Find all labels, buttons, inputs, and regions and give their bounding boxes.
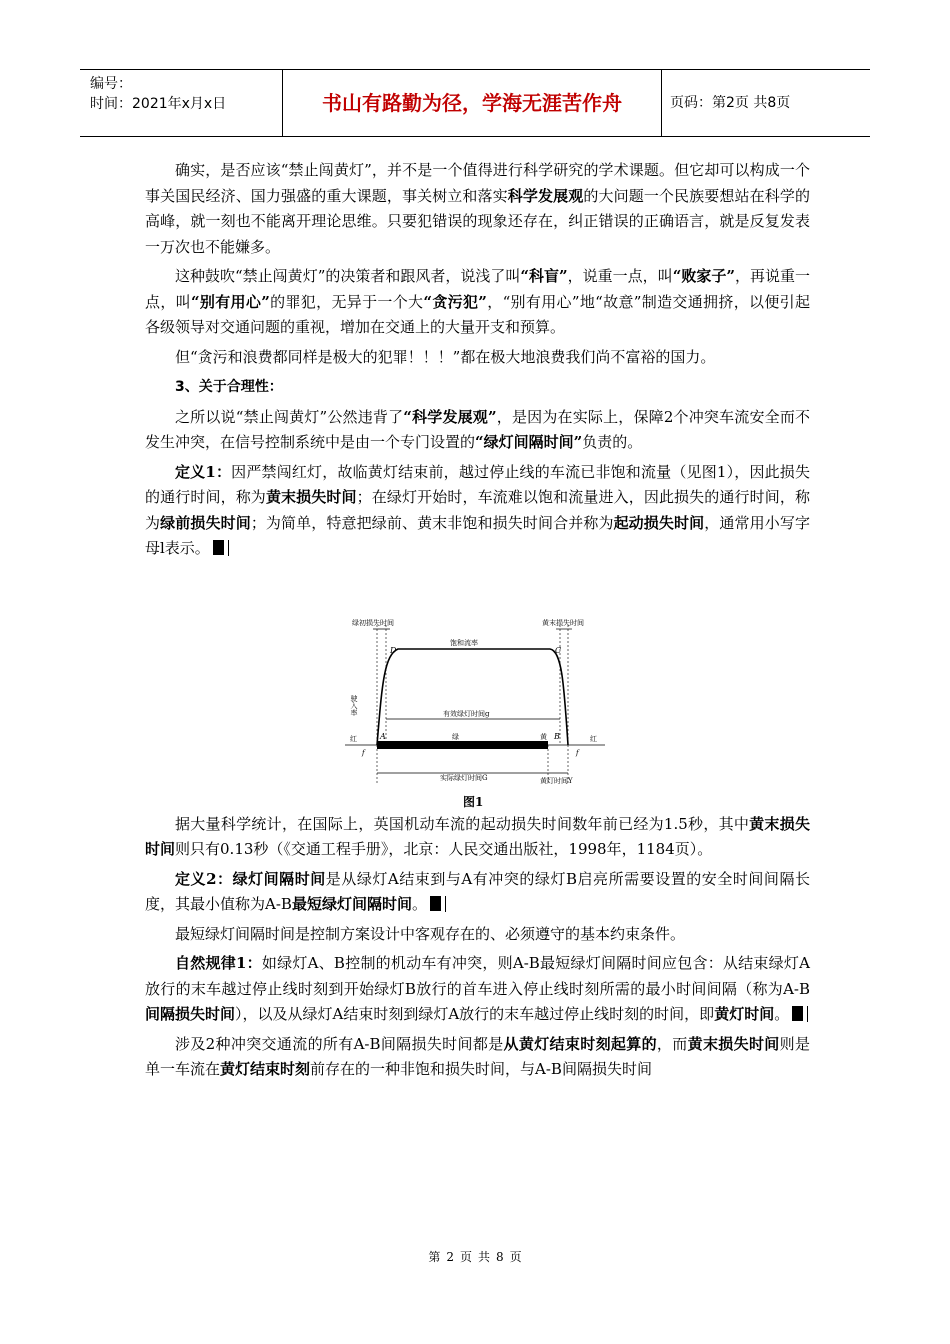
end-mark-bar xyxy=(228,540,229,556)
header-page-info: 页码：第2页 共8页 xyxy=(670,95,791,111)
label-red-left: 红 xyxy=(350,735,357,743)
text-run: 负责的。 xyxy=(582,433,643,451)
end-mark xyxy=(792,1006,803,1021)
bold-run: 自然规律1： xyxy=(175,954,262,972)
bold-run: “科盲” xyxy=(520,267,568,285)
green-phase-bar xyxy=(377,741,548,749)
bold-run: 黄灯结束时刻 xyxy=(220,1060,311,1078)
bold-run: 绿灯间隔时间 xyxy=(232,869,326,888)
text-run: ；在绿灯开始时，车流难以饱和流量进入，因此损失的通行时间，称为 xyxy=(145,488,810,532)
paragraph xyxy=(145,158,810,260)
footer-page-label: 第 xyxy=(428,1250,441,1264)
text-run: 据大量科学统计，在国际上，英国机动车流的起动损失时间数年前已经为1.5秒，其中 xyxy=(175,814,750,833)
text-run: ，再说重一点，叫 xyxy=(145,267,810,311)
text-run: ；为简单，特意把绿前、黄末非饱和损失时间合并称为 xyxy=(250,513,614,532)
body-part-1 xyxy=(145,158,810,562)
text-run: 则是单一车流在 xyxy=(145,1034,810,1078)
text-run: 的罪犯，无异于一个大 xyxy=(269,292,424,311)
paragraph xyxy=(145,867,810,918)
bold-run: 绿前损失时间 xyxy=(160,513,251,532)
end-mark xyxy=(213,540,224,555)
bold-run: 科学发展观 xyxy=(507,186,584,205)
paragraph xyxy=(145,922,810,948)
bold-run: “败家子” xyxy=(672,267,735,285)
label-f-right: f xyxy=(576,749,579,757)
text-run: ，而 xyxy=(656,1034,688,1053)
document-number-label: 编号： xyxy=(90,76,132,92)
footer-page-unit: 页 xyxy=(459,1250,472,1264)
text-run: 之所以说“禁止闯黄灯”公然违背了 xyxy=(175,407,404,426)
label-point-c: C xyxy=(555,646,562,655)
text-run: ，是因为在实际上，保障2个冲突车流安全而不发生冲突，在信号控制系统中是由一个专门设置的 xyxy=(145,407,811,451)
section-heading xyxy=(145,374,810,401)
end-mark-bar xyxy=(445,896,446,912)
text-run: 但“贪污和浪费都同样是极大的犯罪！！！”都在极大地浪费我们尚不富裕的国力。 xyxy=(175,347,716,366)
text-run: 因严禁闯红灯，故临黄灯结束前，越过停止线的车流已非饱和流量（见图1），因此损失的通行时间，称为 xyxy=(145,462,810,506)
text-run: ，通常用小写字母l表示。 xyxy=(145,513,810,557)
text-run: ，说重一点，叫 xyxy=(567,267,673,285)
bold-run: 定义1： xyxy=(175,462,232,481)
bold-run: 黄末损失时间 xyxy=(265,488,357,506)
bold-run: “绿灯间隔时间” xyxy=(475,433,583,451)
label-point-d: D xyxy=(390,646,397,655)
label-yellow-end-loss: 黄末损失时间 xyxy=(542,619,584,627)
label-yellow-time: 黄灯时间Y xyxy=(540,777,573,785)
bold-run: “科学发展观” xyxy=(403,407,497,426)
figure-1-diagram xyxy=(340,615,610,790)
figure-caption: 图1 xyxy=(463,795,484,809)
label-actual-green: 实际绿灯时间G xyxy=(440,774,488,782)
section-heading-text: 3、关于合理性： xyxy=(175,379,283,395)
paragraph xyxy=(145,812,810,863)
document-time-label: 时间：2021年x月x日 xyxy=(90,96,227,112)
text-run: 是从绿灯A结束到与A有冲突的绿灯B启亮所需要设置的安全时间间隔长度，其最小值称为A-B xyxy=(145,869,810,913)
end-mark xyxy=(430,896,441,911)
text-run: 。 xyxy=(774,1005,790,1023)
label-point-b: B xyxy=(554,732,560,741)
footer-total-label: 共 xyxy=(478,1250,491,1264)
header-motto: 书山有路勤为径，学海无涯苦作舟 xyxy=(282,70,662,136)
page-header xyxy=(80,69,870,137)
text-run: 如绿灯A、B控制的机动车有冲突，则A-B最短绿灯间隔时间应包含：从结束绿灯A放行的末车越过停止线时刻到开始绿灯B放行的首车进入停止线时刻所需的最小时间间隔（称为A-B xyxy=(145,954,810,998)
text-run: 这种鼓吹“禁止闯黄灯”的决策者和跟风者，说浅了叫 xyxy=(175,267,521,285)
label-red-right: 红 xyxy=(590,735,597,743)
bold-run: 最短绿灯间隔时间 xyxy=(291,895,412,913)
bold-run: 黄末损失时间 xyxy=(687,1034,780,1053)
page-footer xyxy=(0,1248,950,1265)
text-run: ，“别有用心”地“故意”制造交通拥挤，以便引起各级领导对交通问题的重视，增加在交通上的大量开支和预算。 xyxy=(145,292,810,336)
paragraph xyxy=(145,1032,810,1083)
label-green-initial-loss: 绿初损失时间 xyxy=(352,619,394,627)
text-run: 则只有0.13秒（《交通工程手册》，北京：人民交通出版社，1998年，1184页）。 xyxy=(175,840,713,858)
text-run: 涉及2种冲突交通流的所有A-B间隔损失时间都是 xyxy=(175,1034,504,1053)
bold-run: 间隔损失时间 xyxy=(145,1005,236,1023)
bold-run: 黄末损失时间 xyxy=(145,814,810,858)
bold-run: 起动损失时间 xyxy=(613,513,705,532)
label-saturation-flow: 饱和流率 xyxy=(450,639,478,647)
text-run: ），以及从绿灯A结束时刻到绿灯A放行的末车越过停止线时刻的时间，即 xyxy=(235,1005,715,1023)
footer-page-number: 2 xyxy=(446,1250,454,1264)
footer-total-number: 8 xyxy=(496,1250,504,1264)
label-yellow: 黄 xyxy=(540,733,547,741)
bold-run: 从黄灯结束时刻起算的 xyxy=(503,1034,657,1053)
paragraph xyxy=(145,951,810,1028)
text-run: 前存在的一种非饱和损失时间，与A-B间隔损失时间 xyxy=(310,1060,652,1078)
paragraph xyxy=(145,345,810,371)
bold-run: “贪污犯” xyxy=(423,292,487,311)
footer-total-unit: 页 xyxy=(509,1250,522,1264)
bold-run: 定义2： xyxy=(175,869,233,888)
text-run: 的大问题一个民族要想站在科学的高峰，就一刻也不能离开理论思维。只要犯错误的现象还存在，纠正错误的正确语言，就是反复发表一万次也不能嫌多。 xyxy=(145,186,810,256)
flow-curve xyxy=(377,649,568,745)
label-point-a: A xyxy=(380,732,386,741)
label-green: 绿 xyxy=(452,733,459,741)
paragraph xyxy=(145,460,810,562)
paragraph xyxy=(145,405,810,456)
header-left-cell xyxy=(80,70,282,136)
end-mark-bar xyxy=(807,1006,808,1022)
text-run: 最短绿灯间隔时间是控制方案设计中客观存在的、必须遵守的基本约束条件。 xyxy=(175,924,686,943)
paragraph xyxy=(145,264,810,341)
label-arrival-rate: 驶入率 xyxy=(350,695,358,716)
bold-run: “别有用心” xyxy=(190,292,270,311)
text-run: 。 xyxy=(411,895,427,913)
label-f-left: f xyxy=(362,749,365,757)
label-effective-green: 有效绿灯时间g xyxy=(443,710,490,718)
bold-run: 黄灯时间 xyxy=(714,1005,775,1023)
body-part-2 xyxy=(145,812,810,1083)
text-run: 确实，是否应该“禁止闯黄灯”，并不是一个值得进行科学研究的学术课题。但它却可以构成一个事关国民经济、国力强盛的重大课题，事关树立和落实 xyxy=(145,161,810,205)
